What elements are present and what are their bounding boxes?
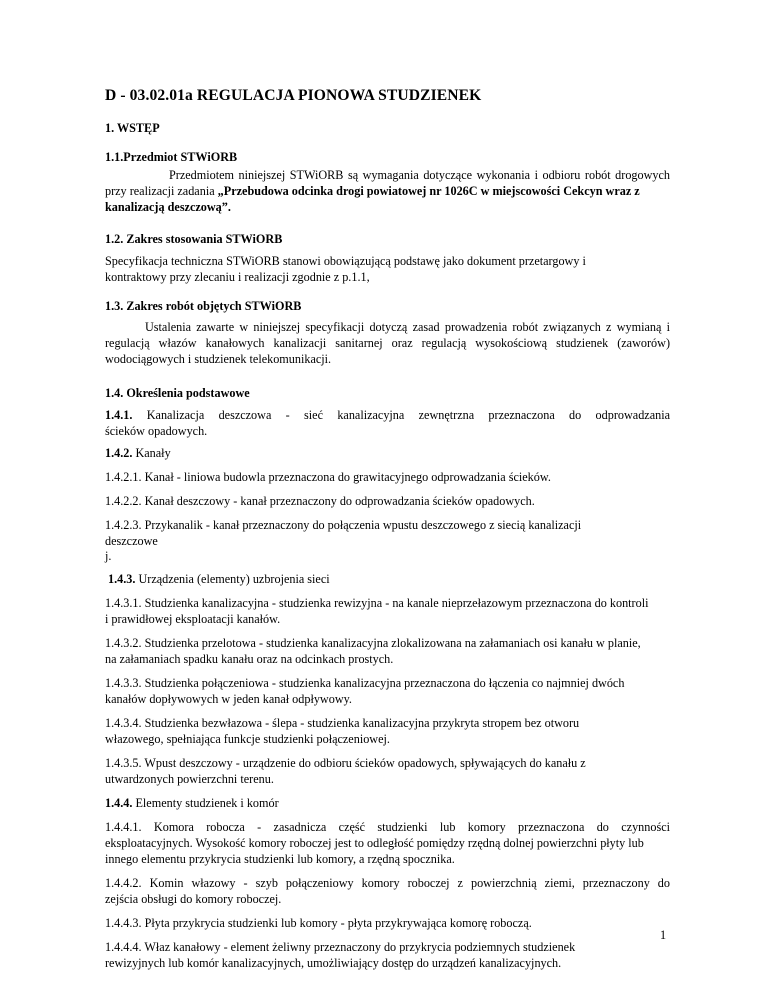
def-1-4-4-4-line2: rewizyjnych lub komór kanalizacyjnych, umożliwiający dostęp do urządzeń kanalizacyjnych. <box>105 956 562 970</box>
para-1-3-line1: Ustalenia zawarte w niniejszej specyfikacji dotyczą zasad prowadzenia robót związanych z wymianą i <box>145 320 670 334</box>
document-title: D - 03.02.01a REGULACJA PIONOWA STUDZIENEK <box>105 87 482 104</box>
heading-1-3: 1.3. Zakres robót objętych STWiORB <box>105 299 302 313</box>
para-1-2-line2: kontraktowy przy zlecaniu i realizacji zgodnie z p.1.1, <box>105 270 370 284</box>
def-1-4-3-2-line1: 1.4.3.2. Studzienka przelotowa - studzienka kanalizacyjna zlokalizowana na załamaniach osi kanału w planie, <box>105 636 641 650</box>
def-1-4-3-1-line1: 1.4.3.1. Studzienka kanalizacyjna - studzienka rewizyjna - na kanale nieprzełazowym przeznaczona do kontroli <box>105 596 649 610</box>
heading-1-1: 1.1.Przedmiot STWiORB <box>105 150 238 164</box>
def-1-4-2-1: 1.4.2.1. Kanał - liniowa budowla przeznaczona do grawitacyjnego odprowadzania ścieków. <box>105 470 551 484</box>
page-number: 1 <box>660 928 667 942</box>
def-1-4-2: 1.4.2. Kanały <box>105 446 171 460</box>
def-1-4-3-5-line2: utwardzonych powierzchni terenu. <box>105 772 274 786</box>
para-1-2-line1: Specyfikacja techniczna STWiORB stanowi obowiązującą podstawę jako dokument przetargowy i <box>105 254 586 268</box>
def-1-4-4-1-line1: 1.4.4.1. Komora robocza - zasadnicza część studzienki lub komory przeznaczona do czynności <box>105 820 670 834</box>
def-1-4-3-4-line2: włazowego, spełniająca funkcje studzienki połączeniowej. <box>105 732 390 746</box>
def-1-4-4: 1.4.4. Elementy studzienek i komór <box>105 796 279 810</box>
def-1-4-4-3: 1.4.4.3. Płyta przykrycia studzienki lub komory - płyta przykrywająca komorę roboczą. <box>105 916 532 930</box>
def-1-4-4-2-line1: 1.4.4.2. Komin włazowy - szyb połączeniowy komory roboczej z powierzchnią ziemi, przeznaczony do <box>105 876 670 890</box>
def-1-4-1-line2: ścieków opadowych. <box>105 424 208 438</box>
section-heading-wstep: 1. WSTĘP <box>105 121 160 135</box>
def-1-4-4-1-line2: eksploatacyjnych. Wysokość komory roboczej jest to odległość pomiędzy rzędną dolnej powierzchni płyty lub <box>105 836 644 850</box>
def-1-4-3-4-line1: 1.4.3.4. Studzienka bezwłazowa - ślepa - studzienka kanalizacyjna przykryta stropem bez otworu <box>105 716 580 730</box>
def-1-4-2-3-line3: j. <box>105 549 112 563</box>
def-1-4-3-2-line2: na załamaniach spadku kanału oraz na odcinkach prostych. <box>105 652 394 666</box>
para-1-3-line3: wodociągowych i studzienek telekomunikacji. <box>105 352 332 366</box>
def-1-4-3: 1.4.3. Urządzenia (elementy) uzbrojenia sieci <box>108 572 330 586</box>
def-1-4-4-4-line1: 1.4.4.4. Właz kanałowy - element żeliwny przeznaczony do przykrycia podziemnych studzienek <box>105 940 576 954</box>
heading-1-2: 1.2. Zakres stosowania STWiORB <box>105 232 283 246</box>
def-1-4-3-3-line2: kanałów dopływowych w jeden kanał odpływowy. <box>105 692 352 706</box>
def-1-4-3-5-line1: 1.4.3.5. Wpust deszczowy - urządzenie do odbioru ścieków opadowych, spływających do kanału z <box>105 756 586 770</box>
heading-1-4: 1.4. Określenia podstawowe <box>105 386 250 400</box>
def-1-4-2-3-line2: deszczowe <box>105 534 158 548</box>
def-1-4-3-3-line1: 1.4.3.3. Studzienka połączeniowa - studzienka kanalizacyjna przeznaczona do łączenia co najmniej dwóch <box>105 676 625 690</box>
def-1-4-1-line1: 1.4.1. Kanalizacja deszczowa - sieć kanalizacyjna zewnętrzna przeznaczona do odprowadzania <box>105 408 670 422</box>
def-1-4-2-2: 1.4.2.2. Kanał deszczowy - kanał przeznaczony do odprowadzania ścieków opadowych. <box>105 494 535 508</box>
def-1-4-4-1-line3: innego elementu przykrycia studzienki lub komory, a rzędną spocznika. <box>105 852 455 866</box>
para-1-3-line2: regulacją włazów kanałowych kanalizacji sanitarnej oraz regulacją wysokościową studzienek (zaworów) <box>105 336 670 350</box>
def-1-4-2-3-line1: 1.4.2.3. Przykanalik - kanał przeznaczony do połączenia wpustu deszczowego z siecią kanalizacji <box>105 518 582 532</box>
def-1-4-4-2-line2: zejścia obsługi do komory roboczej. <box>105 892 282 906</box>
para-1-1-line1: Przedmiotem niniejszej STWiORB są wymagania dotyczące wykonania i odbioru robót drogowych <box>169 168 670 182</box>
para-1-1-line3: kanalizacją deszczową”. <box>105 200 231 214</box>
def-1-4-3-1-line2: i prawidłowej eksploatacji kanałów. <box>105 612 281 626</box>
para-1-1-line2: przy realizacji zadania „Przebudowa odcinka drogi powiatowej nr 1026C w miejscowości Cekcyn wraz z <box>105 184 640 198</box>
